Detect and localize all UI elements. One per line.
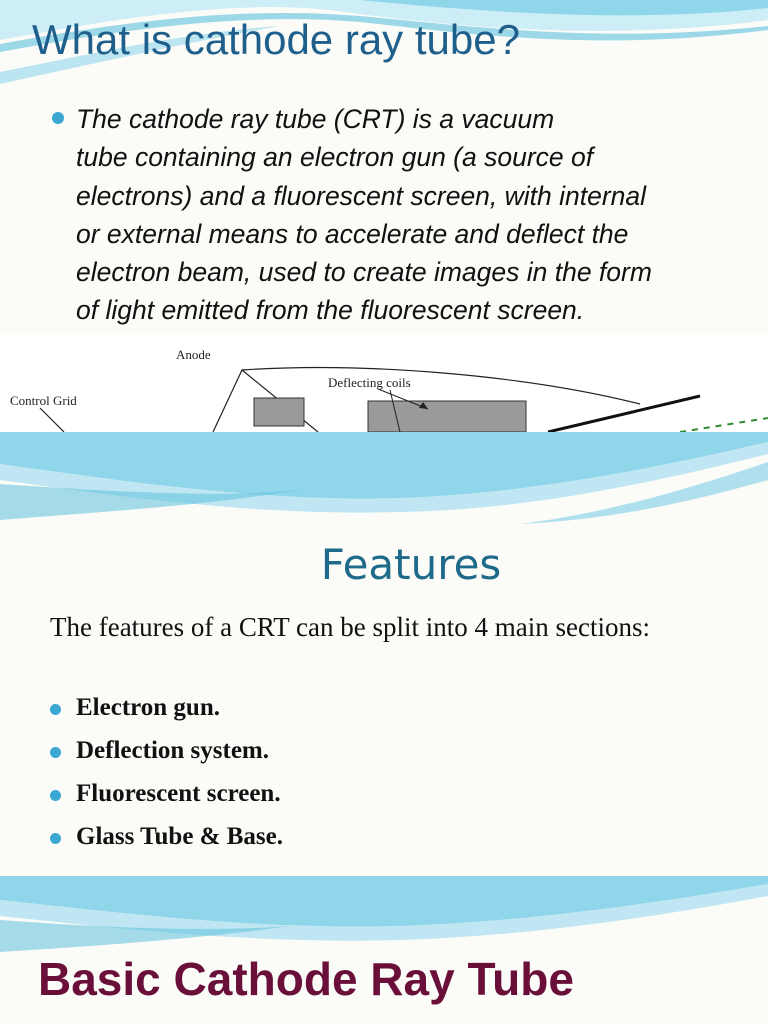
bullet-icon <box>50 747 61 758</box>
list-item <box>50 780 283 823</box>
slide-what-is-crt <box>0 0 768 432</box>
bullet-icon <box>52 112 64 124</box>
control-grid-label: Control Grid <box>10 393 77 408</box>
bullet-icon <box>50 704 61 715</box>
list-item <box>50 694 283 737</box>
list-item-label: Fluorescent screen. <box>76 780 281 807</box>
paragraph-line: The cathode ray tube (CRT) is a vacuum <box>76 104 555 134</box>
list-item <box>50 737 283 780</box>
paragraph-line: of light emitted from the fluorescent screen. <box>76 295 585 326</box>
slide-features <box>0 432 768 876</box>
deflecting-coils-label: Deflecting coils <box>328 375 411 390</box>
list-item-label: Electron gun. <box>76 694 220 721</box>
paragraph-line: electrons) and a fluorescent screen, with internal <box>76 180 647 211</box>
bullet-icon <box>50 833 61 844</box>
paragraph-line: tube containing an electron gun (a source of <box>76 142 594 173</box>
list-item-label: Glass Tube & Base. <box>76 823 284 850</box>
paragraph-line: electron beam, used to create images in the form <box>76 257 652 288</box>
definition-paragraph <box>76 100 768 330</box>
slide-title: What is cathode ray tube? <box>32 16 520 63</box>
anode-plate <box>254 398 304 426</box>
deflecting-coil <box>368 401 526 432</box>
electron-beam <box>680 418 768 432</box>
paragraph-line: or external means to accelerate and deflect the <box>76 218 629 249</box>
list-item <box>50 823 283 866</box>
slide-basic-crt <box>0 876 768 1024</box>
tube-wall <box>548 396 700 432</box>
anode-label: Anode <box>176 347 211 362</box>
bullet-icon <box>50 790 61 801</box>
slide-title: Basic Cathode Ray Tube <box>38 953 574 1005</box>
features-list <box>50 694 283 866</box>
slide-title: Features <box>320 540 502 589</box>
intro-text: The features of a CRT can be split into 4 main sections: <box>50 612 650 642</box>
crt-diagram <box>0 334 768 432</box>
list-item-label: Deflection system. <box>76 737 269 764</box>
control-grid-pointer <box>40 408 64 432</box>
wave-decoration <box>0 432 768 552</box>
